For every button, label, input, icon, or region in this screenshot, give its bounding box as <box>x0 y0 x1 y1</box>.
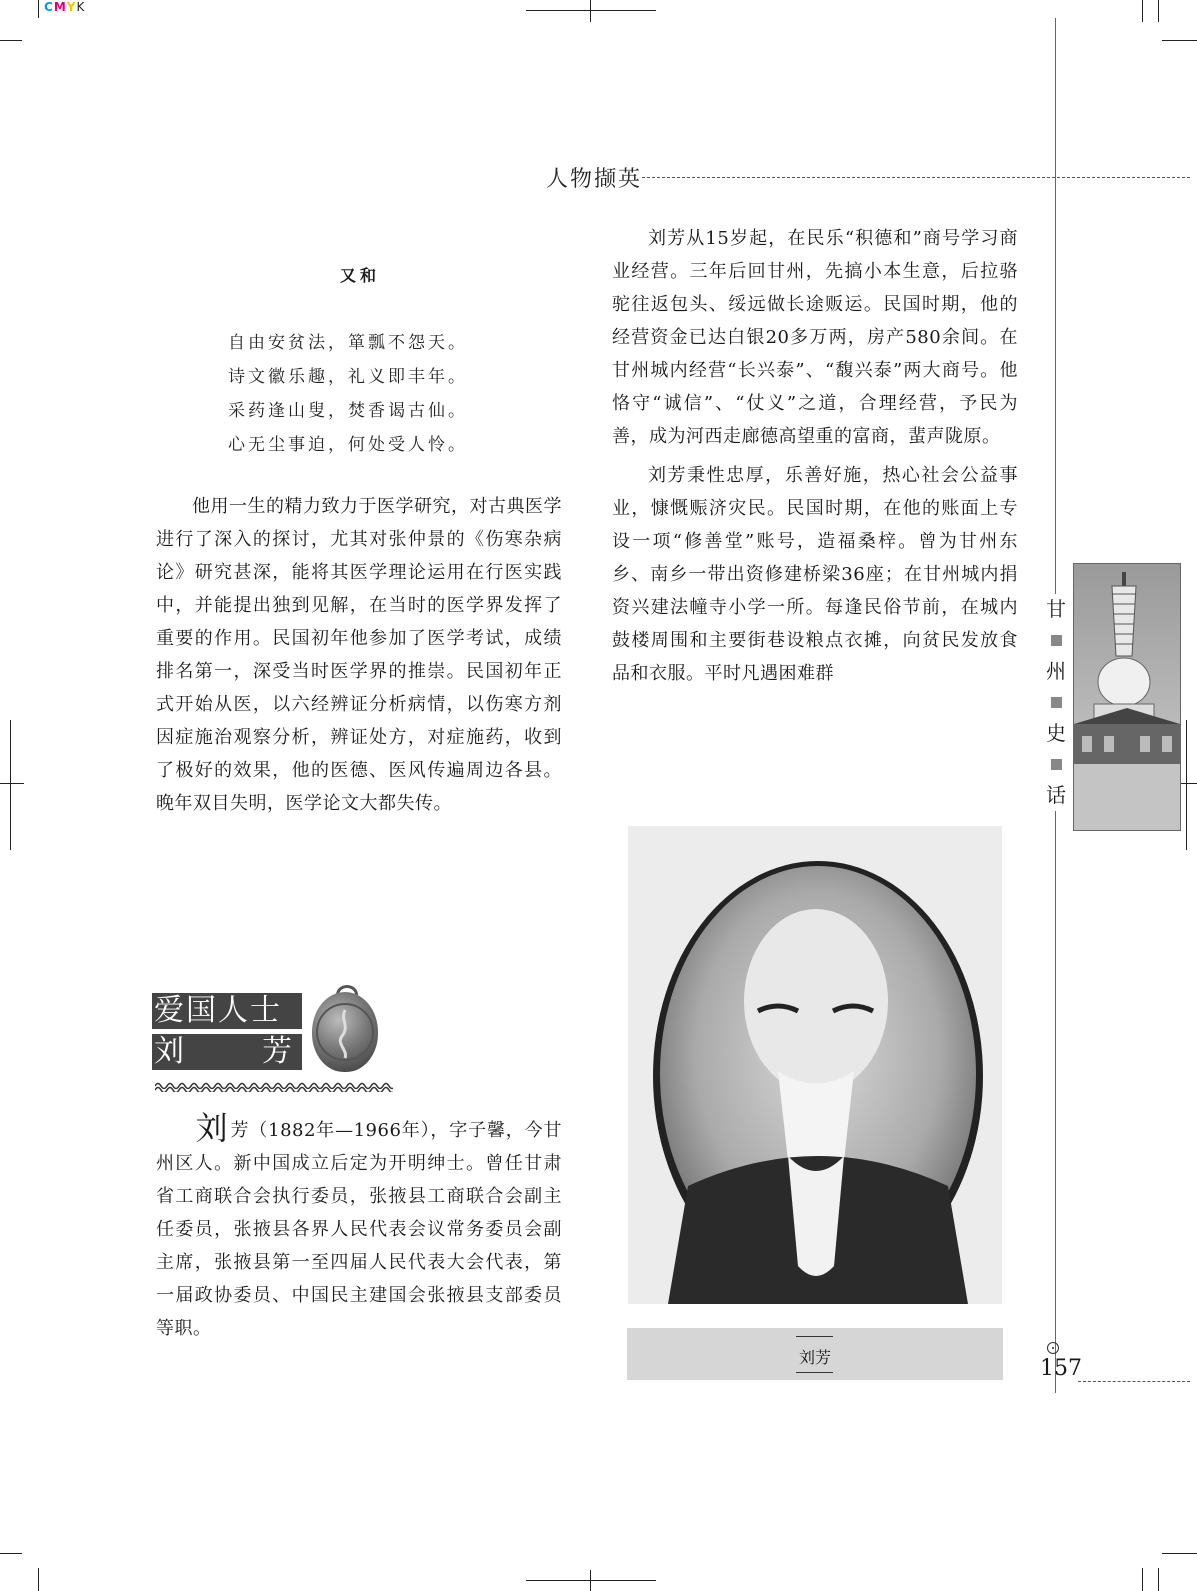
charity-paragraph: 刘芳秉性忠厚，乐善好施，热心社会公益事业，慷慨赈济灾民。民国时期，在他的账面上专设一项“修善堂”账号，造福桑梓。曾为甘州东乡、南乡一带出资修建桥梁36座；在甘州城内捐资兴建法幢寺小学一所。每逢民俗节前，在城内鼓楼周围和主要街巷设粮点衣摊，向贫民发放食品和衣服。平时凡遇困难群 <box>612 465 1018 684</box>
poem-title: 又和 <box>340 266 381 285</box>
right-column <box>612 222 1018 690</box>
banner-name-second: 芳 <box>262 1034 294 1069</box>
page-number: 157 <box>1040 1356 1082 1381</box>
page-marker-icon <box>1047 1342 1059 1354</box>
dropcap: 刘 <box>195 1109 229 1147</box>
crop-mark <box>590 0 591 22</box>
cmyk-m: M <box>53 0 67 14</box>
banner-name <box>152 1034 302 1070</box>
crop-mark <box>1186 720 1187 850</box>
business-paragraph: 刘芳从15岁起，在民乐“积德和”商号学习商业经营。三年后回甘州，先搞小本生意，后拉骆驼往返包头、绥远做长途贩运。民国时期，他的经营资金已达白银20多万两，房产580余间。在甘州城内经营“长兴泰”、“馥兴泰”两大商号。他恪守“诚信”、“仗义”之道，合理经营，予民为善，成为河西走廊德高望重的富商，蜚声陇原。 <box>612 228 1018 447</box>
crop-mark <box>0 783 24 784</box>
banner-name-first: 刘 <box>154 1034 186 1069</box>
side-tab-char: 甘 <box>1046 597 1066 621</box>
crop-mark <box>526 1580 656 1581</box>
side-tab-title <box>1044 594 1068 811</box>
crop-mark <box>1162 40 1197 41</box>
caption-rule-bottom <box>796 1372 833 1373</box>
bio-text: 芳（1882年—1966年），字子馨，今甘州区人。新中国成立后定为开明绅士。曾任甘肃省工商联合会执行委员，张掖县工商联合会副主任委员，张掖县各界人民代表会议常务委员会副主席，张掖县第一至四届人民代表大会代表，第一届政协委员、中国民主建国会张掖县支部委员等职。 <box>156 1120 562 1339</box>
header-dashed-rule <box>642 177 1190 178</box>
banner-category: 爱国人士 <box>152 993 302 1029</box>
medical-paragraph: 他用一生的精力致力于医学研究，对古典医学进行了深入的探讨，尤其对张仲景的《伤寒杂病论》研究甚深，能将其医学理论运用在行医实践中，并能提出独到见解，在当时的医学界发挥了重要的作用。民国初年他参加了医学考试，成绩排名第一，深受当时医学界的推崇。民国初年正式开始从医，以六经辨证分析病情，以伤寒方剂因症施治观察分析，辨证处方，对症施药，收到了极好的效果，他的医德、医风传遍周边各县。晚年双目失明，医学论文大都失传。 <box>156 496 562 814</box>
square-bullet-icon <box>1051 759 1062 770</box>
medal-icon <box>312 992 378 1072</box>
cmyk-y: Y <box>66 0 77 14</box>
poem-line: 诗文徽乐趣，礼义即丰年。 <box>228 367 468 387</box>
section-title: 人物撷英 <box>546 167 643 192</box>
crop-mark <box>1158 1568 1159 1591</box>
crop-mark <box>590 1570 591 1591</box>
crop-mark <box>0 1553 22 1554</box>
bio-text-block <box>156 1109 562 1345</box>
crop-mark <box>1158 0 1159 22</box>
poem <box>228 326 528 462</box>
square-bullet-icon <box>1051 697 1062 708</box>
cmyk-k: K <box>76 0 86 14</box>
poem-line: 采药逢山叟，焚香谒古仙。 <box>228 401 468 421</box>
wavy-divider <box>155 1080 393 1092</box>
crop-mark <box>10 720 11 850</box>
crop-mark <box>526 10 656 11</box>
side-tab-char: 话 <box>1046 783 1066 807</box>
crop-mark <box>38 1568 39 1591</box>
pagoda-image <box>1073 563 1181 831</box>
side-tab-char: 州 <box>1046 659 1066 683</box>
side-tab-char: 史 <box>1046 721 1066 745</box>
cmyk-c: C <box>44 0 54 14</box>
bio-paragraph <box>156 1109 562 1345</box>
cmyk-registration <box>44 0 85 14</box>
crop-mark <box>1142 0 1143 22</box>
poem-line: 心无尘事迫，何处受人怜。 <box>228 435 468 455</box>
portrait-photo <box>628 826 1002 1304</box>
crop-mark <box>1162 1553 1197 1554</box>
poem-line: 自由安贫法，箪瓢不怨天。 <box>228 333 468 353</box>
left-paragraph <box>156 490 562 820</box>
caption-rule-top <box>796 1336 833 1337</box>
square-bullet-icon <box>1051 635 1062 646</box>
footer-dashed-rule <box>1078 1381 1190 1382</box>
crop-mark <box>1142 1568 1143 1591</box>
crop-mark <box>38 0 39 18</box>
section-banner <box>152 993 302 1075</box>
crop-mark <box>0 40 22 41</box>
photo-caption: 刘芳 <box>798 1348 831 1367</box>
